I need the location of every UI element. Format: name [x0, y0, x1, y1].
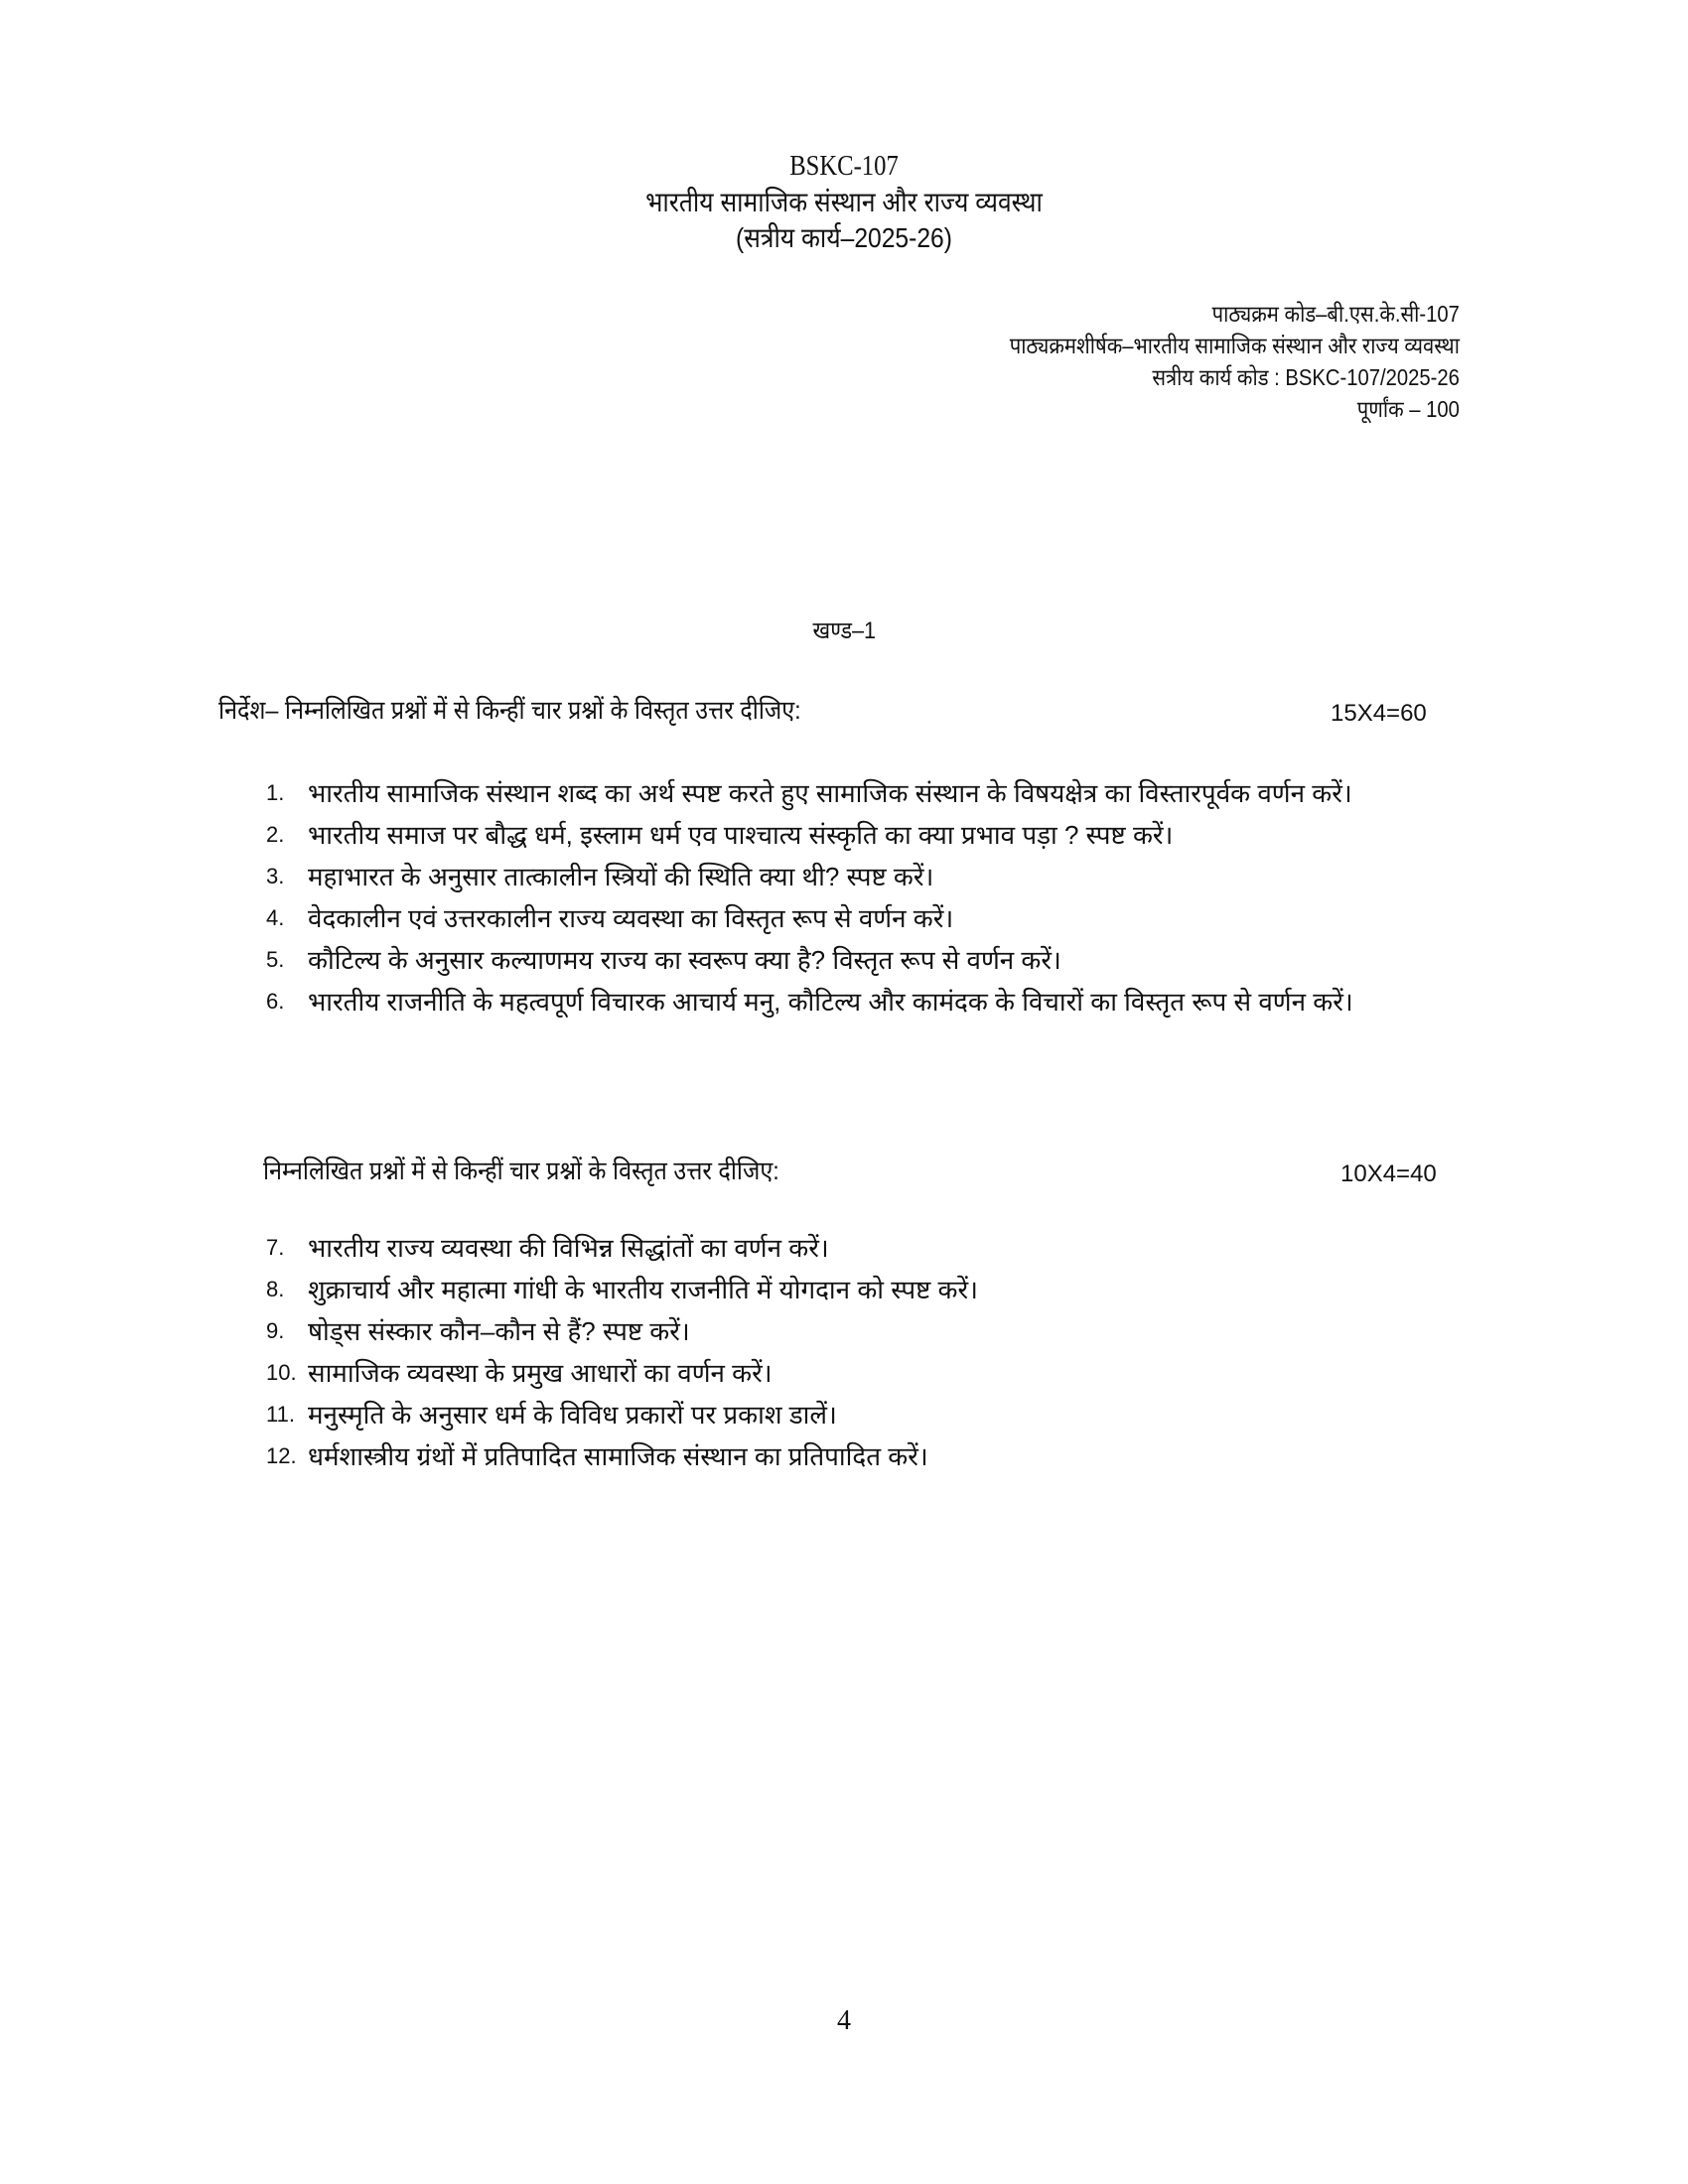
question-text: महाभारत के अनुसार तात्कालीन स्त्रियों की स्थिति क्या थी? स्पष्ट करें।	[308, 862, 934, 891]
question-text: मनुस्मृति के अनुसार धर्म के विविध प्रकारों पर प्रकाश डालें।	[308, 1400, 837, 1430]
question-number: 11.	[266, 1402, 295, 1427]
question-text: शुक्राचार्य और महात्मा गांधी के भारतीय राजनीति में योगदान को स्पष्ट करें।	[308, 1275, 978, 1304]
question-number: 5.	[266, 947, 285, 972]
question-item	[266, 1310, 1458, 1352]
question-number: 1.	[266, 780, 285, 805]
question-number: 7.	[266, 1235, 285, 1260]
course-title-line: पाठ्यक्रमशीर्षक–भारतीय सामाजिक संस्थान और राज्य व्यवस्था	[1009, 333, 1460, 358]
part-b-marks: 10X4=40	[1340, 1160, 1437, 1187]
question-item	[266, 814, 1458, 856]
course-code-line: पाठ्यक्रम कोड–बी.एस.के.सी-107	[1211, 301, 1460, 327]
question-number: 6.	[266, 989, 285, 1014]
part-b-instruction-text: निम्नलिखित प्रश्नों में से किन्हीं चार प्रश्नों के विस्तृत उत्तर दीजिए:	[263, 1156, 779, 1185]
section-title	[0, 614, 1688, 646]
course-code: BSKC-107	[789, 151, 899, 182]
question-item	[266, 1352, 1458, 1394]
question-text: भारतीय समाज पर बौद्ध धर्म, इस्लाम धर्म एव पाश्चात्य संस्कृति का क्या प्रभाव पड़ा ? स्पष्ट करें।	[308, 820, 1174, 850]
question-item	[266, 772, 1458, 814]
question-text: भारतीय राज्य व्यवस्था की विभिन्न सिद्धांतों का वर्णन करें।	[308, 1233, 829, 1263]
question-text: भारतीय सामाजिक संस्थान शब्द का अर्थ स्पष्ट करते हुए सामाजिक संस्थान के विषयक्षेत्र का विस्तारपूर्वक वर्णन करें।	[308, 778, 1352, 808]
question-item	[266, 1269, 1458, 1310]
section-title-text: खण्ड–1	[812, 617, 876, 644]
question-item	[266, 1394, 1458, 1435]
question-text: कौटिल्य के अनुसार कल्याणमय राज्य का स्वरूप क्या है? विस्तृत रूप से वर्णन करें।	[308, 945, 1061, 975]
part-b-instruction	[263, 1154, 1256, 1187]
question-item	[266, 981, 1458, 1023]
question-text: षोड्स संस्कार कौन–कौन से हैं? स्पष्ट करें।	[308, 1316, 690, 1346]
question-number: 9.	[266, 1318, 285, 1343]
question-number: 3.	[266, 864, 285, 888]
page-number: 4	[837, 2005, 851, 2036]
question-number: 8.	[266, 1277, 285, 1301]
document-header	[0, 149, 1688, 256]
question-number: 4.	[266, 905, 285, 930]
max-marks-line: पूर्णांक – 100	[1356, 396, 1460, 422]
part-b-question-list	[266, 1227, 1458, 1477]
assignment-code-line: सत्रीय कार्य कोड : BSKC-107/2025-26	[1152, 364, 1460, 390]
part-a-instruction	[218, 693, 1211, 727]
question-item	[266, 856, 1458, 897]
question-item	[266, 1227, 1458, 1269]
question-number: 12.	[266, 1443, 297, 1468]
course-title: भारतीय सामाजिक संस्थान और राज्य व्यवस्था	[645, 187, 1043, 217]
question-number: 10.	[266, 1360, 297, 1385]
part-a-instruction-text: निर्देश– निम्नलिखित प्रश्नों में से किन्हीं चार प्रश्नों के विस्तृत उत्तर दीजिए:	[218, 695, 801, 725]
assignment-label: (सत्रीय कार्य–2025-26)	[736, 222, 952, 253]
question-item	[266, 939, 1458, 981]
part-a-question-list	[266, 772, 1458, 1023]
part-a-marks: 15X4=60	[1331, 700, 1427, 727]
question-item	[266, 897, 1458, 939]
question-text: वेदकालीन एवं उत्तरकालीन राज्य व्यवस्था का विस्तृत रूप से वर्णन करें।	[308, 903, 954, 933]
course-meta	[948, 298, 1460, 425]
question-text: भारतीय राजनीति के महत्वपूर्ण विचारक आचार्य मनु, कौटिल्य और कामंदक के विचारों का विस्तृत रूप से वर्णन करें।	[308, 987, 1353, 1017]
question-item	[266, 1435, 1458, 1477]
question-text: धर्मशास्त्रीय ग्रंथों में प्रतिपादित सामाजिक संस्थान का प्रतिपादित करें।	[308, 1441, 928, 1471]
question-number: 2.	[266, 822, 285, 847]
question-text: सामाजिक व्यवस्था के प्रमुख आधारों का वर्णन करें।	[308, 1358, 773, 1388]
